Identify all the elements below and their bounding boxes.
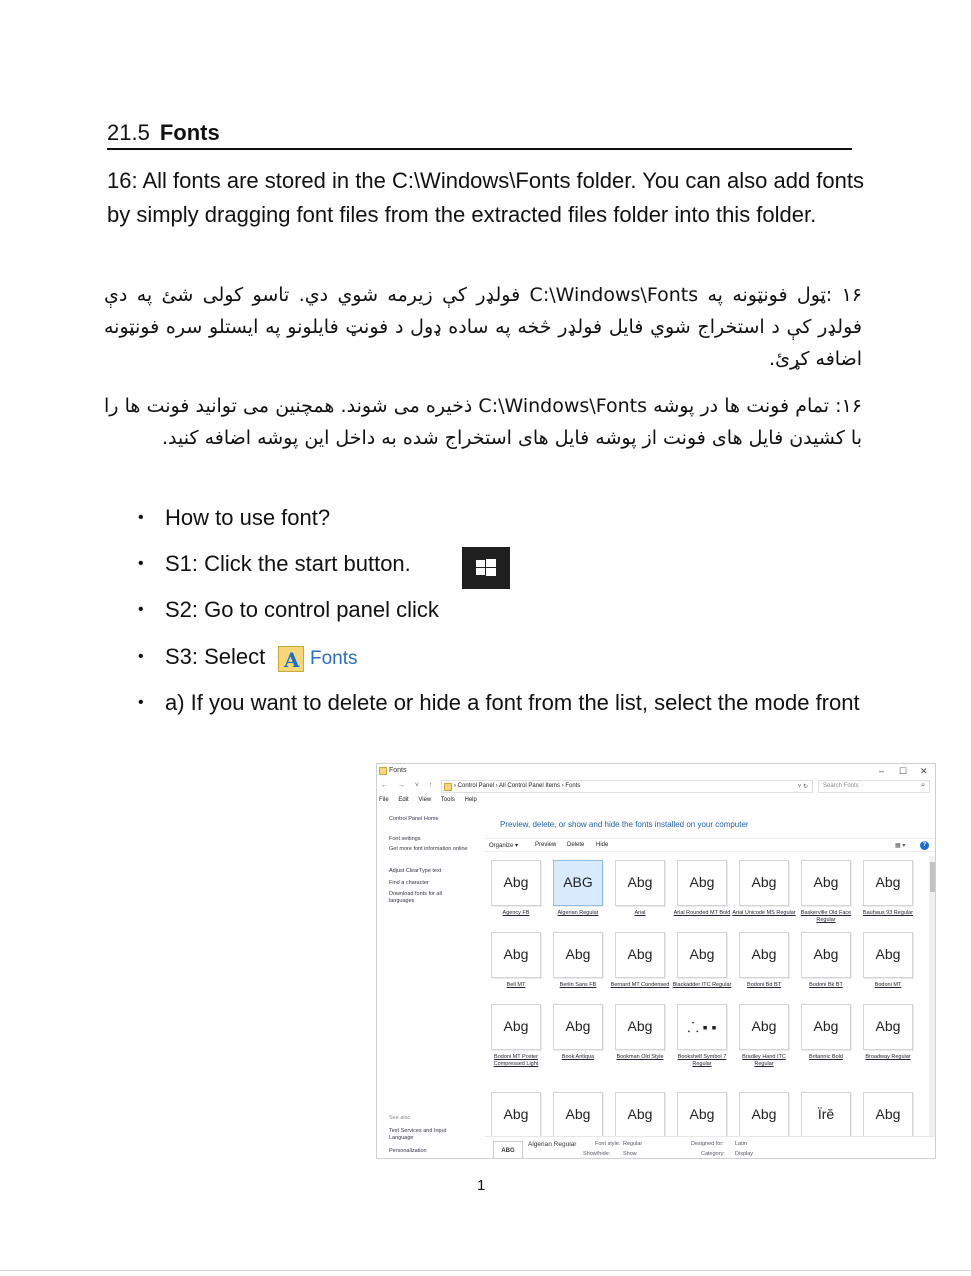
close-icon[interactable]: ✕	[920, 766, 928, 776]
fonts-folder-icon	[379, 767, 387, 775]
font-tile[interactable]	[739, 860, 789, 906]
font-tile[interactable]	[863, 1092, 913, 1138]
font-sample: ABG	[563, 874, 593, 890]
sidebar-link[interactable]: Get more font information online	[389, 846, 468, 852]
details-showhide-value: Show	[623, 1151, 637, 1157]
see-also-heading: See also	[389, 1115, 411, 1121]
hide-button[interactable]: Hide	[596, 842, 609, 848]
font-tile-label[interactable]: Bauhaus 93 Regular	[862, 910, 914, 916]
font-tile[interactable]	[491, 1092, 541, 1138]
details-style-label: Font style:	[595, 1141, 621, 1147]
font-tile[interactable]	[677, 1092, 727, 1138]
font-sample: Abg	[751, 1018, 777, 1034]
address-bar[interactable]	[441, 780, 813, 793]
font-tile-label[interactable]: Bookshelf Symbol 7 Regular	[677, 1054, 727, 1067]
sidebar-home-link[interactable]: Control Panel Home	[389, 816, 439, 822]
font-tile[interactable]	[553, 860, 603, 906]
paragraph-persian: ۱۶: تمام فونت ها در پوشه C:\Windows\Fonts ذخیره می شوند. همچنین می توانید فونت ها را با کشیدن فایل های فونت از پوشه فایل های استخراج شده به داخل این پوشه اضافه کنید.	[104, 395, 862, 449]
font-tile[interactable]	[739, 1004, 789, 1050]
font-sample: Abg	[813, 1018, 839, 1034]
sidebar-link[interactable]: Font settings	[389, 836, 421, 842]
font-sample: Abg	[503, 1018, 529, 1034]
delete-button[interactable]: Delete	[567, 842, 585, 848]
font-sample: Abg	[627, 1018, 653, 1034]
breadcrumb[interactable]: › Control Panel › All Control Panel Items › Fonts	[454, 783, 581, 789]
paragraph-english: 16: All fonts are stored in the C:\Windows\Fonts folder. You can also add fonts by simply dragging font files from the extracted files folder into this folder.	[107, 168, 865, 227]
font-sample: Abg	[503, 946, 529, 962]
font-sample: Abg	[813, 874, 839, 890]
font-sample: Abg	[503, 874, 529, 890]
bullet-marker: •	[138, 648, 144, 665]
font-tile-label[interactable]: Algerian Regular	[557, 910, 599, 916]
sidebar-link[interactable]: Personalization	[389, 1148, 427, 1154]
font-sample: Abg	[813, 946, 839, 962]
fonts-window-screenshot	[376, 763, 936, 1159]
menu-bar	[379, 797, 485, 803]
details-showhide-label: Show/hide:	[583, 1151, 611, 1157]
font-tile-label[interactable]: Berlin Sans FB	[559, 982, 597, 988]
font-sample: Abg	[751, 946, 777, 962]
address-bar-row	[377, 780, 935, 794]
section-heading	[107, 120, 852, 150]
page-number: 1	[477, 1177, 486, 1194]
sidebar-link[interactable]: Adjust ClearType text	[389, 868, 442, 874]
paragraph-pashto: ۱۶ :ټول فونټونه په C:\Windows\Fonts فولډر کې زیرمه شوي دي. تاسو کولی شئ په دې فولډر کې د استخراج شوي فایل فولډر څخه په ساده ډول د فونټ فایلونو په ایستلو سره فونټونه اضافه کړئ.	[104, 284, 862, 370]
command-bar	[485, 838, 936, 852]
font-sample: Abg	[565, 1106, 591, 1122]
details-font-name: Algerian Regular	[528, 1141, 577, 1148]
font-tile-label[interactable]: Arial Unicode MS Regular	[732, 910, 796, 916]
font-tile-label[interactable]: Arial	[634, 910, 646, 916]
font-tile[interactable]	[615, 860, 665, 906]
bullet-text: How to use font?	[165, 505, 331, 530]
font-tile[interactable]	[739, 932, 789, 978]
bullet-text: S2: Go to control panel click	[165, 597, 439, 622]
sidebar-link[interactable]: Find a character	[389, 880, 429, 886]
menu-help[interactable]: Help	[464, 797, 477, 803]
font-tile-label[interactable]: Bodoni MT Poster Compressed Light	[493, 1054, 539, 1067]
minimize-icon[interactable]: –	[879, 766, 885, 776]
sidebar-link[interactable]: Download fonts for all languages	[389, 891, 442, 904]
fonts-control-panel-item	[278, 645, 358, 673]
details-style-value: Regular	[623, 1141, 643, 1147]
fonts-folder-icon	[444, 783, 452, 791]
font-tile-label[interactable]: Agency FB	[502, 910, 530, 916]
organize-button[interactable]: Organize ▾	[489, 843, 519, 849]
bullet-marker: •	[138, 601, 144, 618]
details-category-label: Category:	[701, 1151, 725, 1157]
font-tile[interactable]	[739, 1092, 789, 1138]
font-tile-label[interactable]: Bradley Hand ITC Regular	[742, 1054, 786, 1067]
fonts-folder-icon: A	[278, 646, 304, 672]
bullet-text: S3: Select	[165, 644, 266, 669]
bullet-marker: •	[138, 509, 144, 526]
font-sample: ⸫ ▪ ▪	[687, 1019, 717, 1035]
details-designed-value: Latin	[735, 1141, 747, 1147]
menu-tools[interactable]: Tools	[440, 797, 455, 803]
font-tile[interactable]	[677, 932, 727, 978]
bullet-marker: •	[138, 694, 144, 711]
font-sample: Abg	[751, 874, 777, 890]
font-tile[interactable]	[553, 932, 603, 978]
font-tile[interactable]	[491, 932, 541, 978]
font-sample: Abg	[689, 874, 715, 890]
search-input[interactable]	[818, 780, 930, 793]
sidebar-link[interactable]: Text Services and Input Language	[389, 1128, 447, 1141]
details-pane	[485, 1136, 936, 1159]
font-sample: Abg	[503, 1106, 529, 1122]
font-tile[interactable]	[863, 932, 913, 978]
font-tile-label[interactable]: Blackadder ITC Regular	[672, 982, 732, 988]
font-tile-label[interactable]: Book Antiqua	[561, 1054, 595, 1060]
bullet-marker: •	[138, 555, 144, 572]
font-tile-label[interactable]: Bodoni MT	[874, 982, 902, 988]
window-titlebar	[377, 764, 935, 778]
details-category-value: Display	[735, 1151, 754, 1157]
font-tile[interactable]	[553, 1092, 603, 1138]
font-tile[interactable]	[801, 932, 851, 978]
windows-start-icon	[462, 547, 510, 589]
font-sample: Abg	[875, 874, 901, 890]
fonts-label: Fonts	[310, 648, 358, 669]
view-options-icon[interactable]: ▦ ▾	[895, 843, 906, 849]
font-sample: Abg	[689, 1106, 715, 1122]
font-sample: Abg	[627, 1106, 653, 1122]
font-sample: Abg	[565, 946, 591, 962]
font-tile[interactable]	[615, 1092, 665, 1138]
font-tile-label[interactable]: Bell MT	[506, 982, 526, 988]
menu-file[interactable]: File	[379, 797, 389, 803]
bullet-text: S1: Click the start button.	[165, 551, 411, 576]
font-tile-label[interactable]: Britannic Bold	[809, 1054, 843, 1060]
font-tile-label[interactable]: Bodoni Bk BT	[809, 982, 843, 988]
section-title: Fonts	[159, 120, 220, 145]
font-sample: Abg	[875, 1018, 901, 1034]
preview-button[interactable]: Preview	[535, 842, 557, 848]
help-icon[interactable]: ?	[920, 841, 929, 850]
font-tile[interactable]	[553, 1004, 603, 1050]
font-sample: Ïrĕ	[817, 1106, 835, 1122]
scrollbar-thumb[interactable]	[930, 862, 936, 892]
font-tile[interactable]	[677, 1004, 727, 1050]
font-tile-label[interactable]: Bernard MT Condensed	[610, 982, 670, 988]
details-designed-label: Designed for:	[691, 1141, 724, 1147]
maximize-icon[interactable]: ☐	[899, 766, 908, 776]
menu-edit[interactable]: Edit	[398, 797, 409, 803]
search-icon: ⌕	[921, 782, 925, 789]
bullet-text: a) If you want to delete or hide a font from the list, select the mode front	[165, 690, 860, 715]
font-tile[interactable]	[615, 932, 665, 978]
font-tile[interactable]	[615, 1004, 665, 1050]
navigation-arrows[interactable]: ← → ˅ ↑	[381, 782, 437, 789]
font-sample: Abg	[627, 874, 653, 890]
page-divider	[0, 1270, 971, 1271]
font-tile[interactable]	[863, 1004, 913, 1050]
font-tile-label[interactable]: Bookman Old Style	[616, 1054, 664, 1060]
section-number: 21.5	[107, 120, 150, 145]
font-tile[interactable]	[491, 860, 541, 906]
vertical-scrollbar[interactable]	[929, 856, 936, 1136]
font-sample: Abg	[875, 1106, 901, 1122]
font-sample: Abg	[689, 946, 715, 962]
font-sample: Abg	[627, 946, 653, 962]
font-sample: Abg	[565, 1018, 591, 1034]
fonts-main-pane	[485, 810, 936, 1159]
font-tile-label[interactable]: Bodoni Bd BT	[747, 982, 781, 988]
font-tile[interactable]	[677, 860, 727, 906]
font-tile[interactable]	[801, 1092, 851, 1138]
pane-description: Preview, delete, or show and hide the fonts installed on your computer	[500, 820, 749, 829]
font-tile-label[interactable]: Baskerville Old Face Regular	[800, 910, 852, 923]
font-tile-label[interactable]: Arial Rounded MT Bold	[673, 910, 731, 916]
font-sample: Abg	[875, 946, 901, 962]
sidebar	[377, 810, 483, 1159]
search-placeholder: Search Fonts	[823, 783, 859, 789]
font-tile-label[interactable]: Broadway Regular	[865, 1054, 911, 1060]
font-tile[interactable]	[491, 1004, 541, 1050]
font-sample: Abg	[751, 1106, 777, 1122]
refresh-icon[interactable]: ˅ ↻	[797, 784, 808, 790]
details-thumbnail: ABG	[493, 1141, 523, 1159]
font-tile[interactable]	[801, 1004, 851, 1050]
font-tile[interactable]	[863, 860, 913, 906]
menu-view[interactable]: View	[418, 797, 432, 803]
window-title: Fonts	[389, 767, 407, 774]
font-tile[interactable]	[801, 860, 851, 906]
